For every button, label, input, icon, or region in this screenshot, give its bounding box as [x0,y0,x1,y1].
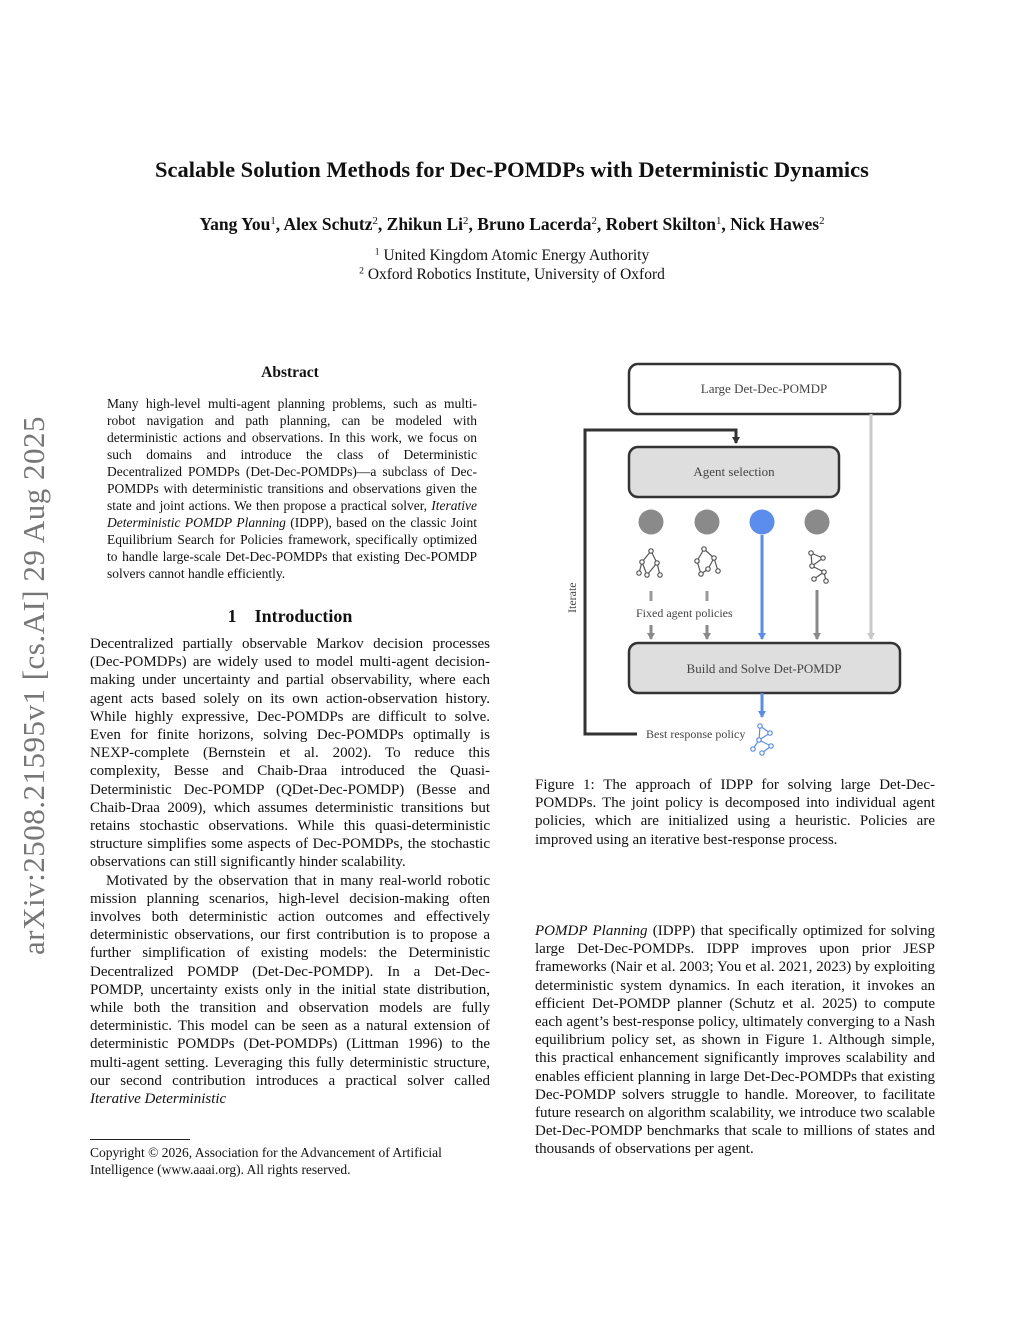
abstract-text: Many high-level multi-agent planning problems, such as multi-robot navigation and path planning, can be modeled with deterministic actions and observations. In this work, we focus on such domains and introduce the class of Deterministic Decentralized POMDPs (Det-Dec-POMDPs)—a subclass of Dec-POMDPs with deterministic transitions and observations given the state and joint actions. We then propose a practical solver, Iterative Deterministic POMDP Planning (IDPP), based on the classic Joint Equilibrium Search for Policies framework, specifically optimized to handle large-scale Det-Dec-POMDPs that existing Dec-POMDP solvers cannot handle efficiently. [107,396,477,581]
paper-title: Scalable Solution Methods for Dec-POMDPs with Deterministic Dynamics [155,157,869,182]
author-name: Bruno Lacerda [477,214,592,234]
policy-graph-icon [637,549,662,577]
selected-agent-node [750,510,775,535]
section-heading-introduction: 1 Introduction [227,606,353,626]
figure-1-diagram [555,355,915,775]
iterate-label: Iterate [565,582,579,613]
paragraph: POMDP Planning (IDPP) that specifically optimized for solving large Det-Dec-POMDPs. IDPP improves upon prior JESP frameworks (Nair et al. 2003; You et al. 2021, 2023) by exploiting deterministic system dynamics. In each iteration, it invokes an efficient Det-POMDP planner (Schutz et al. 2025) to compute each agent’s best-response policy, ultimately converging to a Nash equilibrium policy set, as shown in Figure 1. Although simple, this practical enhancement significantly improves scalability and enables efficient planning in large Det-Dec-POMDPs that existing Dec-POMDP solvers struggle to handle. Moreover, to facilitate future research on algorithm scalability, we introduce two scalable Det-Dec-POMDP benchmarks that scale to millions of states and thousands of observations per agent. [535,923,935,1158]
affiliation-line: $^2$ Oxford Robotics Institute, University of Oxford [359,265,665,283]
affiliation-line: $^1$ United Kingdom Atomic Energy Authority [374,246,650,264]
introduction-body [90,635,490,1108]
agent-selection-label: Agent selection [693,464,775,479]
large-det-dec-pomdp-label: Large Det-Dec-POMDP [700,381,828,396]
agent-node [805,510,830,535]
build-solve-label: Build and Solve Det-POMDP [686,661,842,676]
policy-graph-icon [695,547,720,576]
paragraph: Decentralized partially observable Markov decision processes (Dec-POMDPs) are widely used to model multi-agent decision-making under uncertainty and partial observability, where each agent acts based solely on its own action-observation history. While highly expressive, Dec-POMDPs are difficult to solve. Even for finite horizons, solving Dec-POMDPs optimally is NEXP-complete (Bernstein et al. 2002). To reduce this complexity, Besse and Chaib-Draa introduced the Quasi-Deterministic Dec-POMDP (QDet-Dec-POMDP) (Besse and Chaib-Draa 2009), which assumes deterministic transitions but retains stochastic observations. While this quasi-deterministic structure simplifies some aspects of Dec-POMDPs, the stochastic observations can still significantly hinder scalability. [90,636,490,871]
arxiv-identifier: arXiv:2508.21595v1 [cs.AI] 29 Aug 2025 [16,415,51,955]
best-response-label: Best response policy [646,727,746,741]
agent-node [639,510,664,535]
affiliations [0,246,1024,284]
author-name: Nick Hawes [730,214,820,234]
figure-1-caption: Figure 1: The approach of IDPP for solving large Det-Dec-POMDPs. The joint policy is decomposed into individual agent policies, which are initialized using a heuristic. Policies are improved using an iterative best-response process. [535,777,935,848]
abstract-heading: Abstract [261,364,319,381]
right-column-body [535,922,935,1159]
author-list: Yang You$^1$, Alex Schutz$^2$, Zhikun Li$^2$, Bruno Lacerda$^2$, Robert Skilton$^1$, Nick Hawes$^2$ [199,214,825,234]
agent-node [695,510,720,535]
footnote-rule [90,1139,190,1140]
fixed-agent-policies-label: Fixed agent policies [636,606,733,620]
copyright-footnote: Copyright © 2026, Association for the Advancement of Artificial Intelligence (www.aaai.org). All rights reserved. [90,1145,442,1177]
policy-graph-icon [809,551,828,583]
author-name: Yang You [199,214,271,234]
author-name: Zhikun Li [386,214,464,234]
author-name: Robert Skilton [605,214,716,234]
paragraph: Motivated by the observation that in many real-world robotic mission planning scenarios, high-level decision-making often involves both deterministic action outcomes and effectively deterministic observations, our first contribution is to propose a further simplification of existing models: the Deterministic Decentralized POMDP (Det-Dec-POMDP). In a Det-Dec-POMDP, uncertainty exists only in the initial state distribution, while both the transition and observation models are fully deterministic. This model can be seen as a natural extension of deterministic POMDPs (Det-POMDPs) (Littman 1996) to the multi-agent setting. Leveraging this fully deterministic structure, our second contribution introduces a practical solver called Iterative Deterministic [90,872,490,1108]
author-name: Alex Schutz [283,214,373,234]
best-response-policy-icon [751,724,773,755]
